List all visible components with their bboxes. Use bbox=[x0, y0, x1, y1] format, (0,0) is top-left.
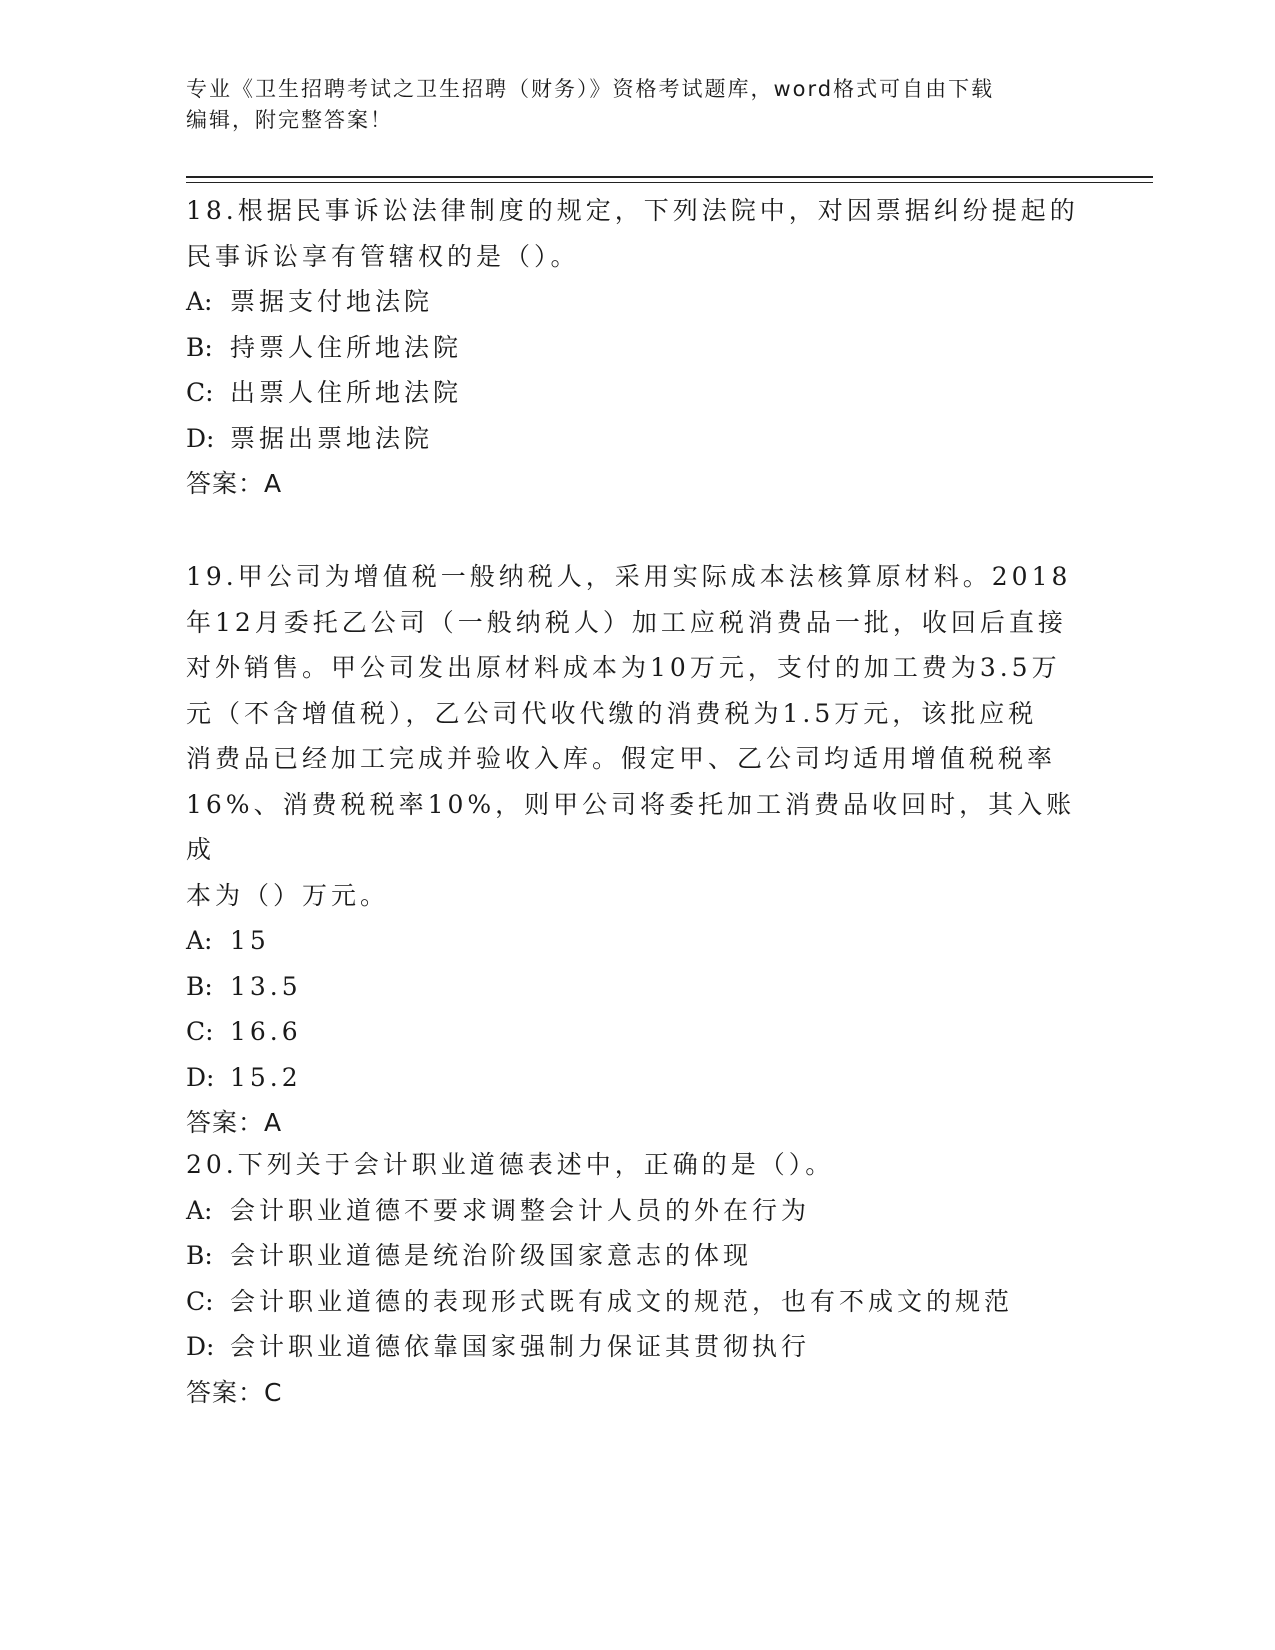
option-b bbox=[186, 964, 1086, 1010]
option-key: A: bbox=[186, 287, 213, 316]
option-text: 会计职业道德的表现形式既有成文的规范，也有不成文的规范 bbox=[230, 1286, 1014, 1316]
answer-line: 答案：A bbox=[186, 469, 283, 498]
option-text: 16.6 bbox=[230, 1017, 302, 1046]
question-text-line: 16%、消费税税率10%，则甲公司将委托加工消费品收回时，其入账成 bbox=[186, 789, 1076, 864]
option-text: 15 bbox=[230, 926, 270, 955]
question-text-line: 年12月委托乙公司（一般纳税人）加工应税消费品一批，收回后直接 bbox=[186, 607, 1067, 637]
header-line-2: 编辑，附完整答案！ bbox=[186, 108, 393, 132]
option-b bbox=[186, 325, 1086, 371]
question-text-line: 20.下列关于会计职业道德表述中，正确的是（）。 bbox=[186, 1150, 835, 1179]
header-line-1: 专业《卫生招聘考试之卫生招聘（财务）》资格考试题库，word格式可自由下载 bbox=[186, 77, 995, 101]
header-rule-thin bbox=[186, 182, 1153, 183]
option-text: 13.5 bbox=[230, 971, 302, 1001]
option-text: 出票人住所地法院 bbox=[230, 378, 463, 407]
option-key: A: bbox=[186, 926, 213, 955]
option-c bbox=[186, 370, 1086, 416]
option-c bbox=[186, 1009, 1086, 1055]
question-text-line: 本为（）万元。 bbox=[186, 880, 390, 910]
question-text-line: 消费品已经加工完成并验收入库。假定甲、乙公司均适用增值税税率 bbox=[186, 744, 1057, 773]
option-text: 票据支付地法院 bbox=[230, 287, 434, 316]
option-text: 会计职业道德是统治阶级国家意志的体现 bbox=[230, 1241, 753, 1270]
option-a bbox=[186, 918, 1086, 964]
option-key: D: bbox=[186, 423, 215, 453]
option-key: D: bbox=[186, 1332, 215, 1361]
document-header bbox=[186, 74, 1086, 136]
option-key: B: bbox=[186, 971, 213, 1001]
option-key: C: bbox=[186, 378, 214, 407]
option-text: 会计职业道德不要求调整会计人员的外在行为 bbox=[230, 1195, 811, 1225]
option-b bbox=[186, 1233, 1086, 1279]
option-key: C: bbox=[186, 1286, 214, 1316]
question-text-line: 19.甲公司为增值税一般纳税人，采用实际成本法核算原材料。2018 bbox=[186, 562, 1072, 591]
option-text: 票据出票地法院 bbox=[230, 423, 434, 453]
option-d bbox=[186, 1055, 1086, 1101]
question-20 bbox=[186, 1142, 1086, 1415]
question-text-line: 元（不含增值税），乙公司代收代缴的消费税为1.5万元，该批应税 bbox=[186, 698, 1038, 728]
option-a bbox=[186, 1188, 1086, 1234]
option-key: A: bbox=[186, 1195, 213, 1225]
option-d bbox=[186, 1324, 1086, 1370]
question-text-line: 民事诉讼享有管辖权的是（）。 bbox=[186, 241, 580, 271]
option-text: 持票人住所地法院 bbox=[230, 332, 463, 362]
header-rule-thick bbox=[186, 176, 1153, 178]
option-text: 15.2 bbox=[230, 1062, 302, 1092]
option-key: C: bbox=[186, 1017, 214, 1046]
answer-line: 答案：C bbox=[186, 1377, 283, 1407]
option-c bbox=[186, 1279, 1086, 1325]
option-a bbox=[186, 279, 1086, 325]
option-d bbox=[186, 416, 1086, 462]
option-key: B: bbox=[186, 332, 213, 362]
question-18 bbox=[186, 188, 1086, 507]
option-key: D: bbox=[186, 1062, 215, 1092]
option-text: 会计职业道德依靠国家强制力保证其贯彻执行 bbox=[230, 1332, 811, 1361]
question-19 bbox=[186, 554, 1086, 1146]
option-key: B: bbox=[186, 1241, 213, 1270]
question-text-line: 对外销售。甲公司发出原材料成本为10万元，支付的加工费为3.5万 bbox=[186, 653, 1061, 682]
question-text-line: 18.根据民事诉讼法律制度的规定，下列法院中，对因票据纠纷提起的 bbox=[186, 196, 1079, 225]
answer-line: 答案：A bbox=[186, 1108, 283, 1137]
